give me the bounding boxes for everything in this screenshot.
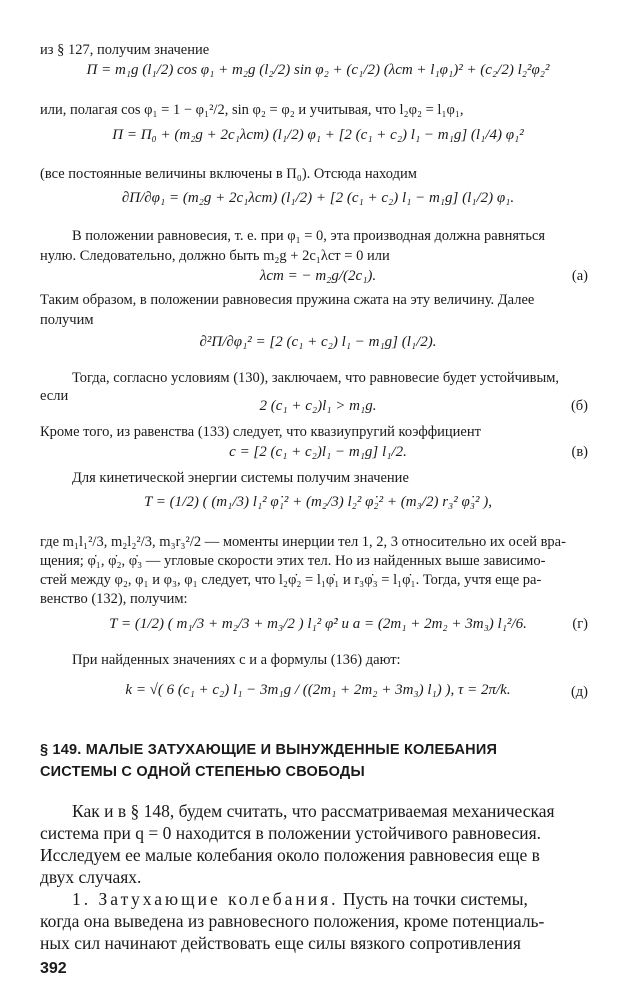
text-line: Тогда, согласно условиям (130), заключаем, что равновесие будет устойчивым, <box>72 370 560 386</box>
text-line: венство (132), получим: <box>40 591 188 607</box>
equation-kinetic-energy: T = (1/2) ( (m₁/3) l₁² φ̇₁² + (m₂/3) l₂² φ̇₂² + (m₃/2) r₃² φ̇₃² ), <box>143 494 493 510</box>
text-line: Кроме того, из равенства (133) следует, что квазиупругий коэффициент <box>40 424 481 440</box>
text-line: Для кинетической энергии системы получим значение <box>72 470 409 486</box>
equation-g: T = (1/2) ( m₁/3 + m₂/3 + m₃/2 ) l₁² φ̇² и a = (2m₁ + 2m₂ + 3m₃) l₁²/6. <box>109 616 527 632</box>
body-line: ных сил начинают действовать еще силы вязкого сопротивления <box>40 933 521 953</box>
section-heading-line-1: § 149. МАЛЫЕ ЗАТУХАЮЩИЕ И ВЫНУЖДЕННЫЕ КОЛЕБАНИЯ <box>40 742 498 758</box>
equation-second-derivative: ∂²Π/∂φ₁² = [2 (c₁ + c₂) l₁ − m₁g] (l₁/2). <box>199 334 437 350</box>
equation-tag-v: (в) <box>571 444 588 460</box>
body-text: Пусть на точки системы, <box>338 889 528 909</box>
text-line: если <box>40 388 69 404</box>
section-heading-line-2: СИСТЕМЫ С ОДНОЙ СТЕПЕНЬЮ СВОБОДЫ <box>40 764 365 780</box>
equation-potential-expanded: Π = Π₀ + (m₂g + 2c₁λст) (l₁/2) φ₁ + [2 (c₁ + c₂) l₁ − m₁g] (l₁/4) φ₁² <box>112 127 524 143</box>
equation-tag-g: (г) <box>572 616 588 632</box>
body-line: Исследуем ее малые колебания около положения равновесия еще в <box>40 845 540 865</box>
text-line: где m₁l₁²/3, m₂l₂²/3, m₃r₃²/2 — моменты инерции тел 1, 2, 3 относительно их осей вра- <box>40 534 566 550</box>
equation-d: k = √( 6 (c₁ + c₂) l₁ − 3m₁g / ((2m₁ + 2m₂ + 3m₃) l₁) ), τ = 2π/k. <box>125 682 511 698</box>
page-number: 392 <box>40 960 67 977</box>
text-line: стей между φ₂, φ₁ и φ₃, φ₁ следует, что l₂φ̇₂ = l₁φ̇₁ и r₃φ̇₃ = l₁φ̇₁. Тогда, учтя еще ра- <box>40 572 542 588</box>
spaced-emphasis: 1. Затухающие колебания. <box>72 889 339 909</box>
text-line: В положении равновесия, т. е. при φ₁ = 0, эта производная должна равняться <box>72 228 546 244</box>
equation-a: λст = − m₂g/(2c₁). <box>259 268 377 284</box>
equation-derivative: ∂Π/∂φ₁ = (m₂g + 2c₁λст) (l₁/2) + [2 (c₁ + c₂) l₁ − m₁g] (l₁/2) φ₁. <box>121 190 515 206</box>
equation-b: 2 (c₁ + c₂)l₁ > m₁g. <box>259 398 377 414</box>
equation-tag-a: (а) <box>571 268 588 284</box>
equation-potential-energy: Π = m₁g (l₁/2) cos φ₁ + m₂g (l₂/2) sin φ₂ + (c₁/2) (λст + l₁φ₁)² + (c₂/2) l₂²φ₂² <box>86 62 550 78</box>
text-line: нулю. Следовательно, должно быть m₂g + 2c₁λст = 0 или <box>40 248 390 264</box>
equation-tag-d: (д) <box>570 684 588 700</box>
text-line: (все постоянные величины включены в Π₀). Отсюда находим <box>40 166 417 182</box>
body-line: двух случаях. <box>40 867 142 887</box>
equation-c: c = [2 (c₁ + c₂)l₁ − m₁g] l₁/2. <box>229 444 407 460</box>
equation-tag-b: (б) <box>570 398 588 414</box>
text-line: щения; φ̇₁, φ̇₂, φ̇₃ — угловые скорости этих тел. Но из найденных выше зависимо- <box>40 553 546 569</box>
body-line: Как и в § 148, будем считать, что рассматриваемая механическая <box>72 801 555 821</box>
body-line: система при q = 0 находится в положении устойчивого равновесия. <box>40 823 542 843</box>
text-line: При найденных значениях c и a формулы (136) дают: <box>72 652 401 668</box>
body-line <box>72 888 596 910</box>
text-line: или, полагая cos φ₁ = 1 − φ₁²/2, sin φ₂ = φ₂ и учитывая, что l₂φ₂ = l₁φ₁, <box>40 102 464 118</box>
text-line: получим <box>40 312 94 328</box>
text-line: Таким образом, в положении равновесия пружина сжата на эту величину. Далее <box>40 292 535 308</box>
text-line: из § 127, получим значение <box>40 42 210 58</box>
body-line: когда она выведена из равновесного положения, кроме потенциаль- <box>40 911 545 931</box>
